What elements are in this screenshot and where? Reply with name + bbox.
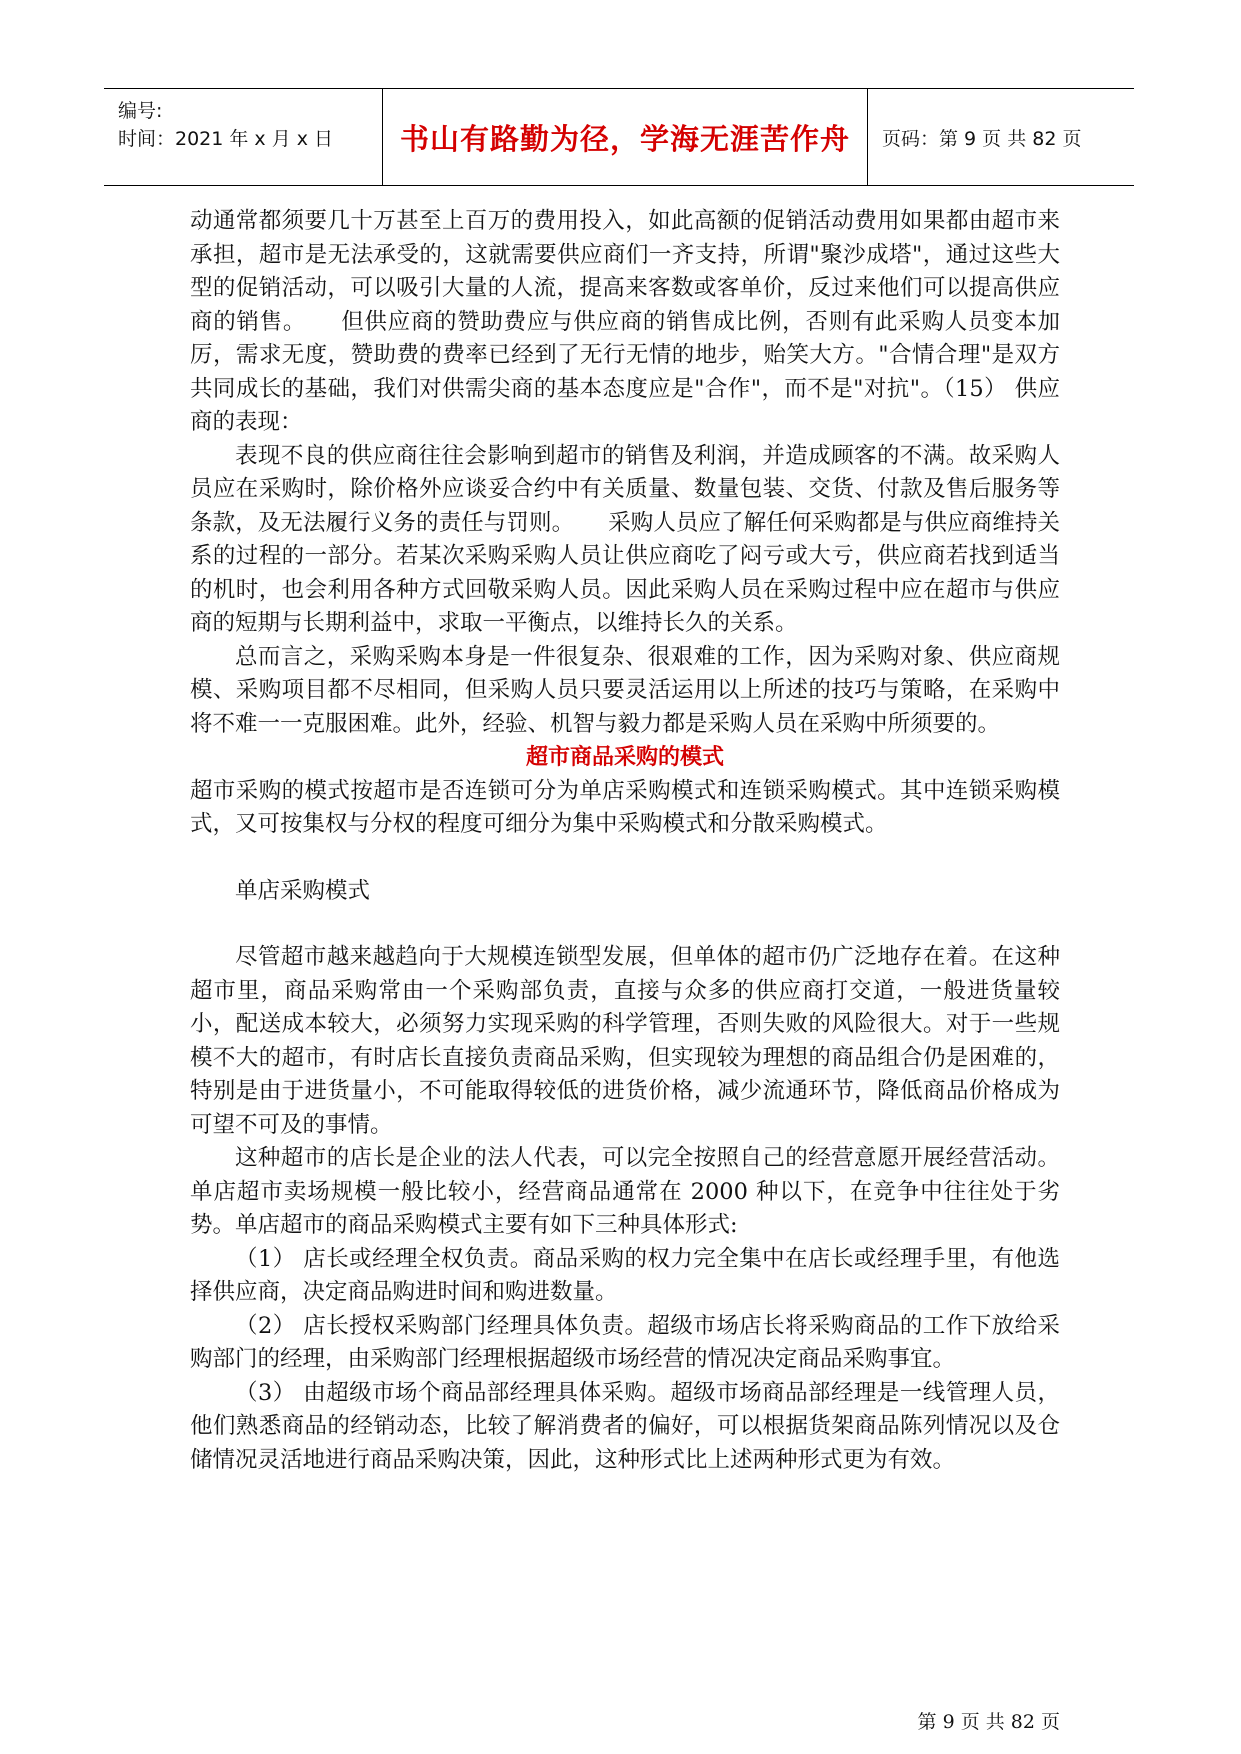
paragraph: 总而言之，采购采购本身是一件很复杂、很艰难的工作，因为采购对象、供应商规模、采购项目都不尽相同，但采购人员只要灵活运用以上所述的技巧与策略，在采购中将不难一一克服困难。此外，经验、机智与毅力都是采购人员在采购中所须要的。 [190, 643, 1060, 737]
document-body [190, 205, 1060, 1477]
list-item: （1） 店长或经理全权负责。商品采购的权力完全集中在店长或经理手里，有他选择供应商，决定商品购进时间和购进数量。 [190, 1245, 1060, 1305]
header-motto: 书山有路勤为径，学海无涯苦作舟 [383, 89, 868, 185]
page-footer: 第 9 页 共 82 页 [917, 1711, 1060, 1733]
spacer [190, 842, 1060, 875]
paragraph: 尽管超市越来越趋向于大规模连锁型发展，但单体的超市仍广泛地存在着。在这种超市里，商品采购常由一个采购部负责，直接与众多的供应商打交道，一般进货量较小，配送成本较大，必须努力实现采购的科学管理，否则失败的风险很大。对于一些规模不大的超市，有时店长直接负责商品采购，但实现较为理想的商品组合仍是困难的，特别是由于进货量小，不可能取得较低的进货价格，减少流通环节，降低商品价格成为可望不可及的事情。 [190, 944, 1060, 1138]
time-label: 时间：2021 年 x 月 x 日 [118, 128, 334, 150]
spacer [190, 908, 1060, 941]
paragraph: 动通常都须要几十万甚至上百万的费用投入，如此高额的促销活动费用如果都由超市来承担，超市是无法承受的，这就需要供应商们一齐支持，所谓"聚沙成塔"，通过这些大型的促销活动，可以吸引大量的人流，提高来客数或客单价，反过来他们可以提高供应商的销售。 但供应商的赞助费应与供应商的销售成比例，否则有此采购人员变本加厉，需求无度，赞助费的费率已经到了无行无情的地步，贻笑大方。"合情合理"是双方共同成长的基础，我们对供需尖商的基本态度应是"合作"，而不是"对抗"。（15） 供应商的表现： [190, 208, 1060, 435]
header-meta [104, 89, 383, 185]
paragraph: 这种超市的店长是企业的法人代表，可以完全按照自己的经营意愿开展经营活动。单店超市卖场规模一般比较小，经营商品通常在 2000 种以下，在竞争中往往处于劣势。单店超市的商品采购模式主要有如下三种具体形式: [190, 1145, 1060, 1238]
paragraph: 表现不良的供应商往往会影响到超市的销售及利润，并造成顾客的不满。故采购人员应在采购时，除价格外应谈妥合约中有关质量、数量包装、交货、付款及售后服务等条款，及无法履行义务的责任与罚则。 采购人员应了解任何采购都是与供应商维持关系的过程的一部分。若某次采购采购人员让供应商吃了闷亏或大亏，供应商若找到适当的机时，也会利用各种方式回敬采购人员。因此采购人员在采购过程中应在超市与供应商的短期与长期利益中，求取一平衡点，以维持长久的关系。 [190, 442, 1060, 636]
header-page-code: 页码：第 9 页 共 82 页 [882, 127, 1082, 150]
number-label: 编号: [118, 100, 163, 122]
subheading: 单店采购模式 [235, 877, 371, 904]
paragraph: 超市采购的模式按超市是否连锁可分为单店采购模式和连锁采购模式。其中连锁采购模式，又可按集权与分权的程度可细分为集中采购模式和分散采购模式。 [190, 777, 1060, 837]
list-item: （2） 店长授权采购部门经理具体负责。超级市场店长将采购商品的工作下放给采购部门的经理，由采购部门经理根据超级市场经营的情况决定商品采购事宜。 [190, 1312, 1060, 1372]
page-header [104, 88, 1134, 186]
list-item: （3） 由超级市场个商品部经理具体采购。超级市场商品部经理是一线管理人员，他们熟悉商品的经销动态，比较了解消费者的偏好，可以根据货架商品陈列情况以及仓储情况灵活地进行商品采购决策，因此，这种形式比上述两种形式更为有效。 [190, 1379, 1060, 1473]
section-title: 超市商品采购的模式 [525, 745, 724, 770]
